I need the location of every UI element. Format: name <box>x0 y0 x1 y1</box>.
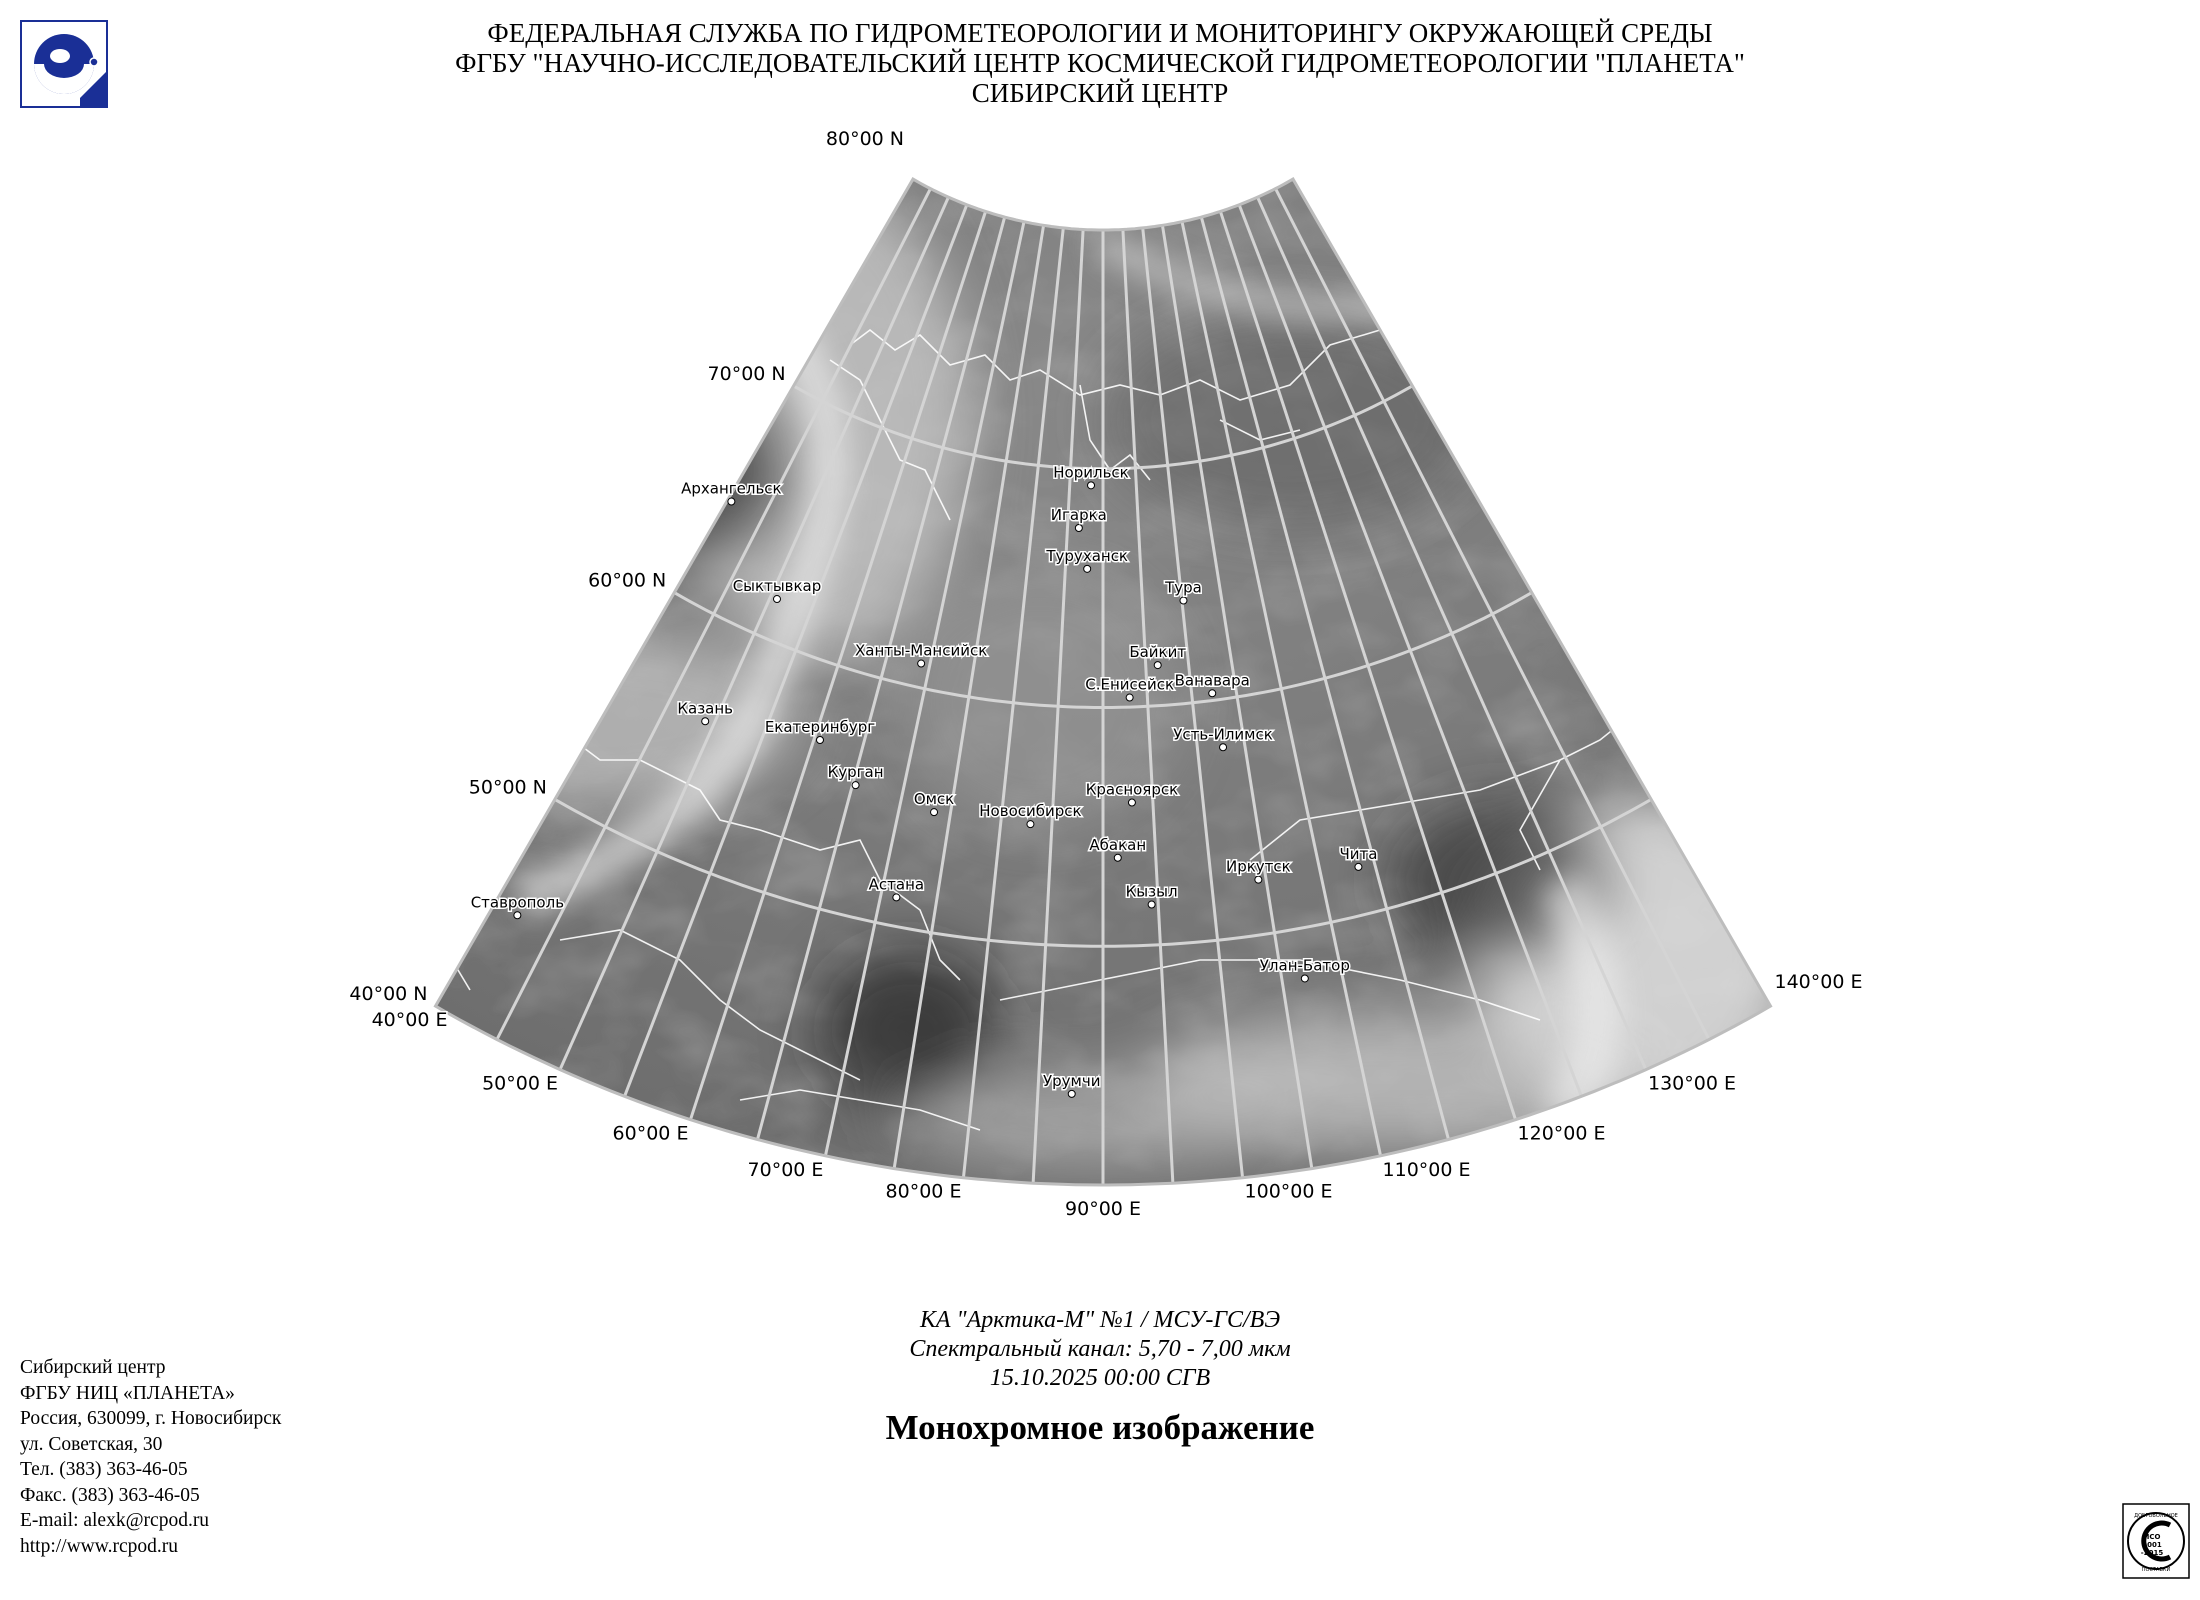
latitude-label: 40°00 N <box>349 983 428 1006</box>
city-dot-icon <box>1220 744 1227 751</box>
longitude-label: 120°00 E <box>1517 1122 1606 1145</box>
city-label: Астана <box>868 875 925 894</box>
city-label: Курган <box>827 763 884 782</box>
longitude-label: 90°00 E <box>1065 1198 1141 1220</box>
city-dot-icon <box>931 809 938 816</box>
longitude-label: 80°00 E <box>885 1180 962 1203</box>
city-dot-icon <box>1148 901 1155 908</box>
city-dot-icon <box>1154 662 1161 669</box>
address-line: ул. Советская, 30 <box>20 1433 163 1455</box>
city-label: Чита <box>1339 844 1378 863</box>
city-label: Казань <box>677 699 734 718</box>
city-dot-icon <box>514 912 521 919</box>
header-line-2: ФГБУ "НАУЧНО-ИССЛЕДОВАТЕЛЬСКИЙ ЦЕНТР КОСМИЧЕСКОЙ ГИДРОМЕТЕОРОЛОГИИ "ПЛАНЕТА" <box>455 48 1745 78</box>
city-label: Игарка <box>1050 506 1107 525</box>
city-dot-icon <box>1088 482 1095 489</box>
latitude-label: 80°00 N <box>825 128 904 150</box>
city-label: Тура <box>1165 578 1202 597</box>
longitude-label: 70°00 E <box>747 1158 824 1181</box>
city-dot-icon <box>1255 876 1262 883</box>
city-label: Омск <box>913 790 955 809</box>
email-line[interactable]: E-mail: alexk@rcpod.ru <box>20 1510 210 1531</box>
city-label: Норильск <box>1053 463 1129 482</box>
satellite-name: КА "Арктика-М" №1 / МСУ-ГС/ВЭ <box>919 1307 1281 1333</box>
iso-code: 9001 <box>2142 1541 2162 1549</box>
city-label: Ванавара <box>1174 671 1250 690</box>
city-dot-icon <box>1126 694 1133 701</box>
city-label: Абакан <box>1089 835 1147 854</box>
city-label: Урумчи <box>1042 1071 1101 1090</box>
city-label: Байкит <box>1129 643 1187 662</box>
city-dot-icon <box>1114 854 1121 861</box>
longitude-label: 140°00 E <box>1774 971 1863 994</box>
city-dot-icon <box>1355 863 1362 870</box>
city-label: Усть-Илимск <box>1173 725 1273 744</box>
city-label: Ханты-Мансийск <box>855 641 988 660</box>
fax-line: Факс. (383) 363-46-05 <box>20 1484 200 1506</box>
header-line-1: ФЕДЕРАЛЬНАЯ СЛУЖБА ПО ГИДРОМЕТЕОРОЛОГИИ И МОНИТОРИНГУ ОКРУЖАЮЩЕЙ СРЕДЫ <box>487 18 1713 48</box>
city-label: Новосибирск <box>979 802 1082 821</box>
city-label: Ставрополь <box>470 893 565 912</box>
city-dot-icon <box>1068 1090 1075 1097</box>
latitude-label: 50°00 N <box>468 776 547 799</box>
city-dot-icon <box>1128 799 1135 806</box>
city-label: С.Енисейск <box>1085 675 1175 694</box>
city-dot-icon <box>1301 975 1308 982</box>
city-dot-icon <box>1084 565 1091 572</box>
city-dot-icon <box>893 894 900 901</box>
image-caption <box>0 1306 2200 1393</box>
city-label: Туруханск <box>1046 546 1129 565</box>
city-dot-icon <box>918 660 925 667</box>
phone-line: Тел. (383) 363-46-05 <box>20 1459 188 1480</box>
city-dot-icon <box>773 596 780 603</box>
city-label: Екатеринбург <box>764 717 876 736</box>
iso-certification-icon <box>2122 1503 2190 1579</box>
longitude-label: 40°00 E <box>371 1009 448 1032</box>
latitude-label: 70°00 N <box>707 362 786 385</box>
city-dot-icon <box>1180 597 1187 604</box>
website-link[interactable]: http://www.rcpod.ru <box>20 1535 178 1557</box>
iso-code: -2015 <box>2140 1549 2164 1557</box>
city-label: Иркутск <box>1225 857 1291 876</box>
address-line: ФГБУ НИЦ «ПЛАНЕТА» <box>20 1382 235 1404</box>
city-dot-icon <box>1209 690 1216 697</box>
iso-top-text: ДОБРОВОЛЬНОЕ <box>2134 1513 2178 1519</box>
city-dot-icon <box>702 718 709 725</box>
longitude-label: 110°00 E <box>1382 1158 1471 1181</box>
city-label: Архангельск <box>681 479 782 498</box>
image-type-title: Монохромное изображение <box>885 1408 1315 1447</box>
latitude-label: 60°00 N <box>588 569 667 592</box>
city-dot-icon <box>728 498 735 505</box>
city-dot-icon <box>816 736 823 743</box>
city-label: Красноярск <box>1085 780 1179 799</box>
city-label: Сыктывкар <box>732 577 822 596</box>
iso-code: ИСО <box>2143 1533 2161 1541</box>
longitude-label: 130°00 E <box>1647 1072 1736 1095</box>
longitude-label: 50°00 E <box>482 1072 559 1095</box>
address-line: Сибирский центр <box>20 1357 166 1378</box>
longitude-label: 100°00 E <box>1244 1180 1333 1203</box>
iso-bottom-text: ПОСТАВКИ <box>2141 1567 2171 1573</box>
contact-address <box>20 1355 281 1559</box>
header-line-3: СИБИРСКИЙ ЦЕНТР <box>971 78 1229 108</box>
longitude-label: 60°00 E <box>612 1122 689 1145</box>
observation-datetime: 15.10.2025 00:00 СГВ <box>989 1365 1211 1391</box>
city-dot-icon <box>852 782 859 789</box>
city-dot-icon <box>1027 821 1034 828</box>
spectral-channel: Спектральный канал: 5,70 - 7,00 мкм <box>909 1336 1291 1362</box>
city-label: Улан-Батор <box>1259 956 1350 975</box>
address-line: Россия, 630099, г. Новосибирск <box>20 1408 282 1429</box>
city-dot-icon <box>1075 525 1082 532</box>
city-label: Кызыл <box>1125 882 1178 901</box>
